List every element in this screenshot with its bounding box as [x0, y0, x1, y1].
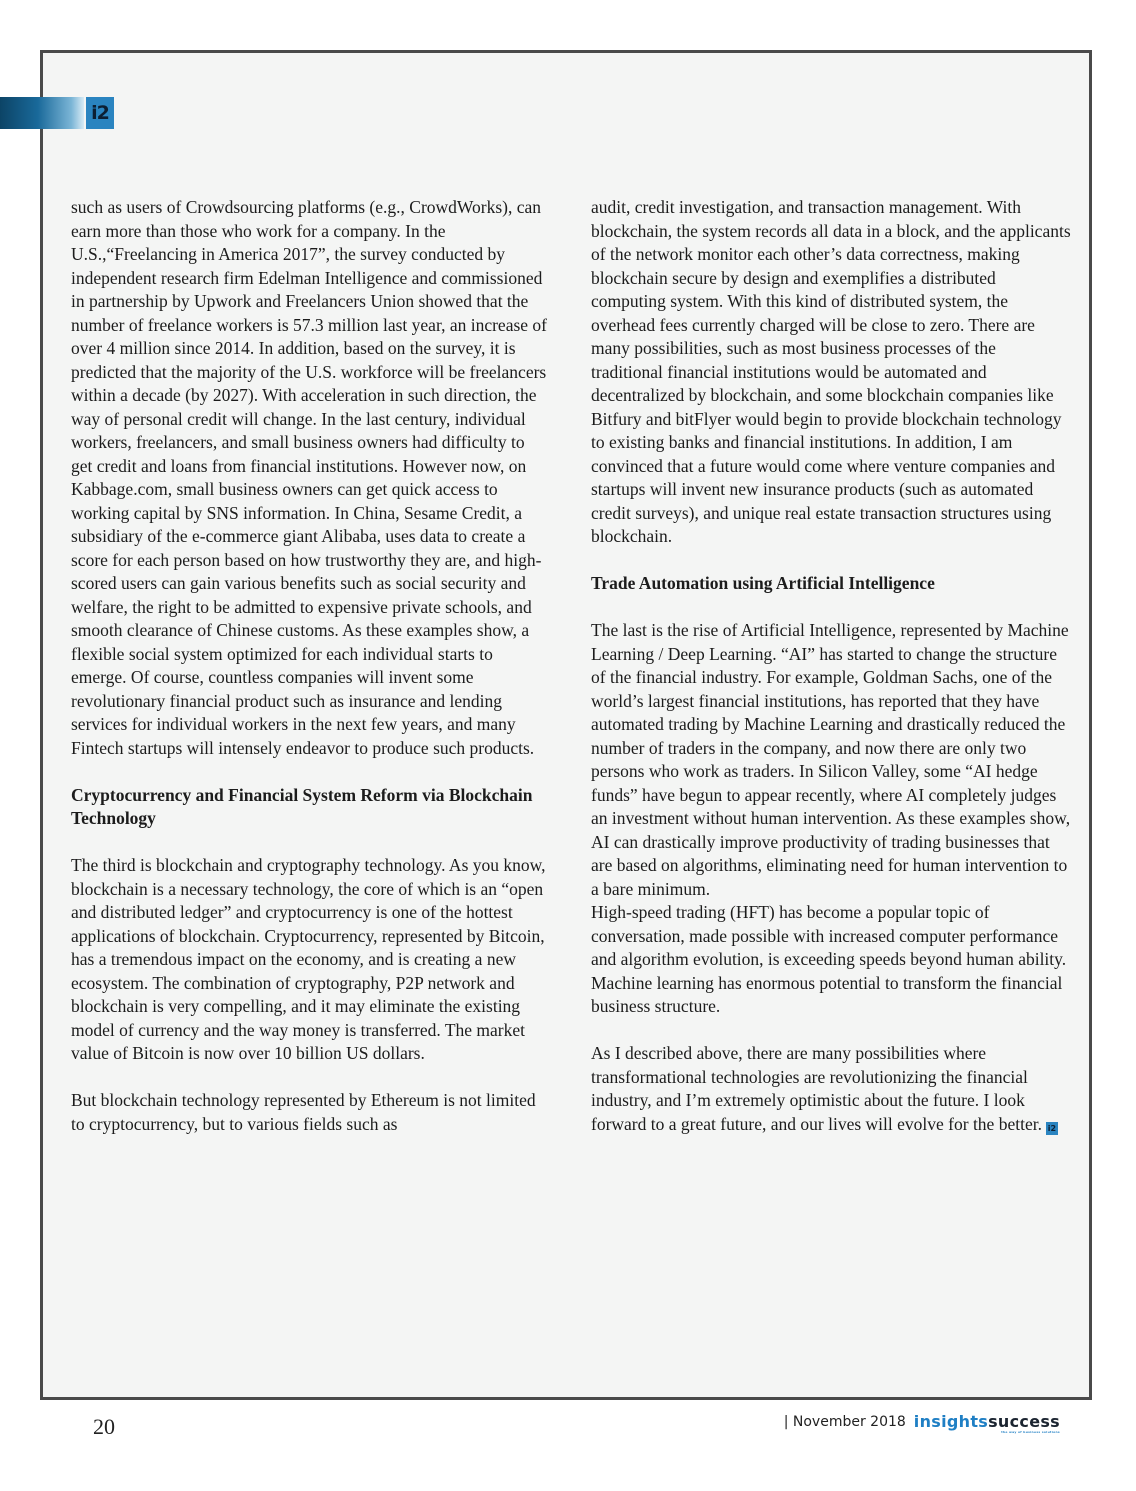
left-paragraph-3: But blockchain technology represented by Ethereum is not limited to cryptocurrency, but to various fields such as	[71, 1090, 536, 1134]
right-paragraph-3	[591, 1042, 1071, 1136]
end-of-article-icon: i2	[1047, 1123, 1057, 1133]
brand-logo	[913, 1412, 1060, 1434]
issue-date: | November 2018	[783, 1414, 906, 1430]
closing-text: As I described above, there are many possibilities where transformational technologies are revolutionizing the financial industry, and I’m extremely optimistic about the future. I look forward to a great future, and our lives will evolve for the better.	[591, 1043, 1042, 1134]
logo-gradient-bar	[0, 97, 84, 129]
right-column	[591, 196, 1071, 1160]
section-heading-ai: Trade Automation using Artificial Intelligence	[591, 573, 935, 593]
right-paragraph-1: audit, credit investigation, and transaction management. With blockchain, the system records all data in a block, and the applicants of the network monitor each other’s data correctness, making blockchain secure by design and exemplifies a distributed computing system. With this kind of distributed system, the overhead fees currently charged will be close to zero. There are many possibilities, such as most business processes of the traditional financial institutions would be automated and decentralized by blockchain, and some blockchain companies like Bitfury and bitFlyer would begin to provide blockchain technology to existing banks and financial institutions. In addition, I am convinced that a future would come where venture companies and startups will invent new insurance products (such as automated credit surveys), and unique real estate transaction structures using blockchain.	[591, 197, 1071, 546]
right-paragraph-2: The last is the rise of Artificial Intelligence, represented by Machine Learning / Deep Learning. “AI” has started to change the structure of the financial industry. For example, Goldman Sachs, one of the world’s largest financial institutions, has reported that they have automated trading by Machine Learning and drastically reduced the number of traders in the company, and now there are only two persons who work as traders. In Silicon Valley, some “AI hedge funds” have begun to appear recently, where AI completely judges an investment without human intervention. As these examples show, AI can drastically improve productivity of trading businesses that are based on algorithms, eliminating need for human intervention to a bare minimum.	[591, 620, 1071, 899]
logo-mark: i2	[91, 101, 109, 124]
brand-part-2: success	[988, 1412, 1060, 1431]
left-column	[71, 196, 549, 1160]
right-paragraph-2b: High-speed trading (HFT) has become a popular topic of conversation, made possible with increased computer performance and algorithm evolution, is exceeding speeds beyond human ability. Machine learning has enormous potential to transform the financial business structure.	[591, 902, 1067, 1016]
page-number: 20	[93, 1414, 115, 1439]
section-heading-blockchain: Cryptocurrency and Financial System Reform via Blockchain Technology	[71, 784, 533, 828]
left-paragraph-2: The third is blockchain and cryptography technology. As you know, blockchain is a necessary technology, the core of which is an “open and distributed ledger” and cryptocurrency is one of the hottest applications of blockchain. Cryptocurrency, represented by Bitcoin, has a tremendous impact on the economy, and is creating a new ecosystem. The combination of cryptography, P2P network and blockchain is very compelling, and it may eliminate the existing model of currency and the way money is transferred. The market value of Bitcoin is now over 10 billion US dollars.	[71, 855, 546, 1063]
i2-logo-icon	[86, 97, 114, 129]
brand-part-1: insights	[913, 1412, 989, 1431]
left-paragraph-1: such as users of Crowdsourcing platforms (e.g., CrowdWorks), can earn more than those who work for a company. In the U.S.,“Freelancing in America 2017”, the survey conducted by independent research firm Edelman Intelligence and commissioned in partnership by Upwork and Freelancers Union showed that the number of freelance workers is 57.3 million last year, an increase of over 4 million since 2014. In addition, based on the survey, it is predicted that the majority of the U.S. workforce will be freelancers within a decade (by 2027). With acceleration in such direction, the way of personal credit will change. In the last century, individual workers, freelancers, and small business owners had difficulty to get credit and loans from financial institutions. However now, on Kabbage.com, small business owners can get quick access to working capital by SNS information. In China, Sesame Credit, a subsidiary of the e-commerce giant Alibaba, uses data to create a score for each person based on how trustworthy they are, and high-scored users can gain various benefits such as social security and welfare, the right to be admitted to expensive private schools, and smooth clearance of Chinese customs. As these examples show, a flexible social system optimized for each individual starts to emerge. Of course, countless companies will invent some revolutionary financial product such as insurance and lending services for individual workers in the next few years, and many Fintech startups will intensely endeavor to produce such products.	[71, 197, 547, 758]
footer-right	[783, 1412, 1060, 1434]
brand-tagline: the way of business solutions	[1001, 1430, 1060, 1434]
